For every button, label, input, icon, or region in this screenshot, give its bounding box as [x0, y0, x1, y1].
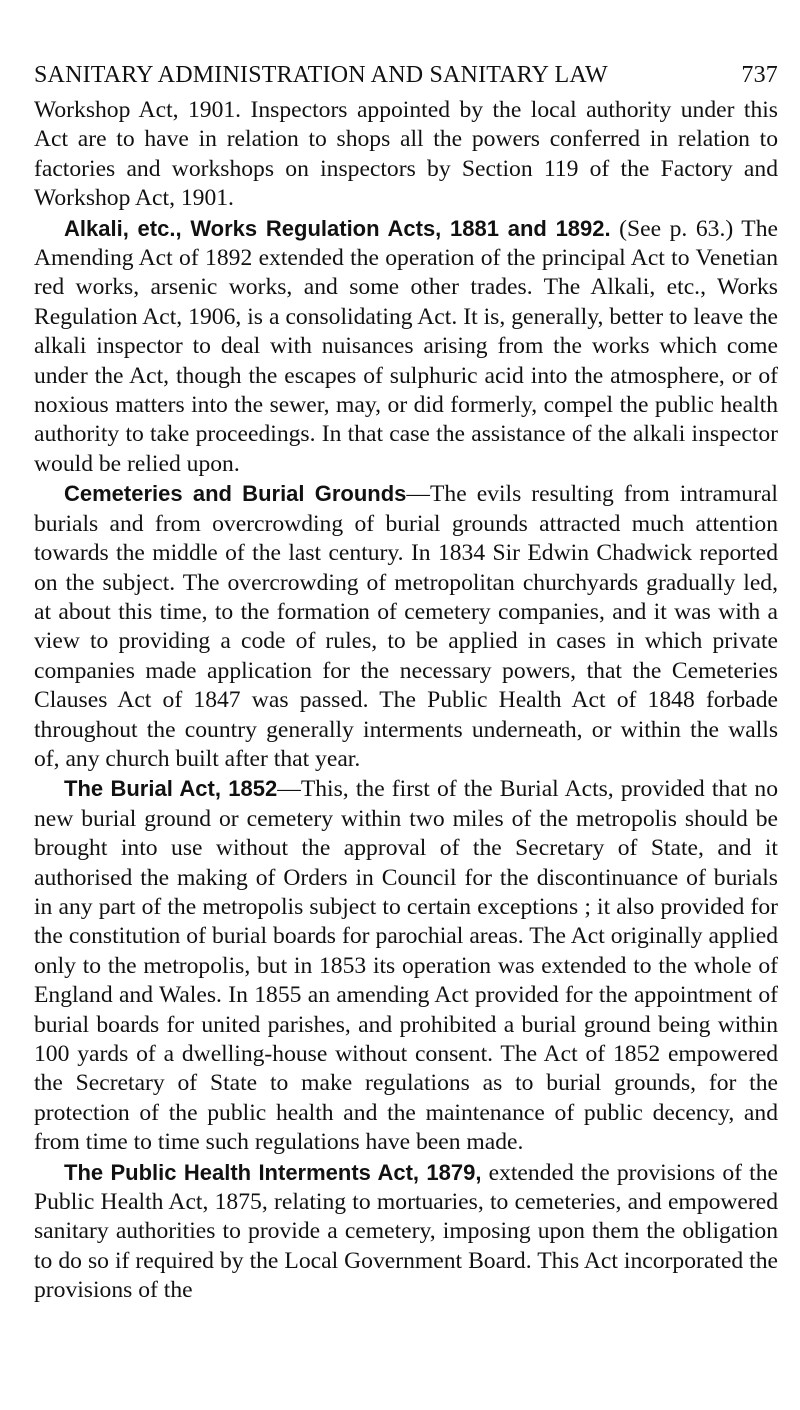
- paragraph-interments-act: [34, 1158, 778, 1306]
- paragraph-text: —The evils resulting from intramural burials and from overcrowding of burial grounds attracted much attention towards the middle of the last century. In 1834 Sir Edwin Chadwick reported on the subject. The overcrowding of metropolitan churchyards gradually led, at about this time, to the formation of cemetery companies, and it was with a view to providing a code of rules, to be applied in cases in which private companies made application for the necessary powers, that the Cemeteries Clauses Act of 1847 was passed. The Public Health Act of 1848 forbade throughout the country generally interments underneath, or within the walls of, any church built after that year.: [34, 481, 778, 772]
- paragraph-text: extended the provisions of the Public Health Act, 1875, relating to mortuaries, to cemeteries, and empowered sanitary authorities to provide a cemetery, imposing upon them the obligation to do so if required by the Local Government Board. This Act incorporated the provisions of the: [34, 1159, 778, 1304]
- paragraph-text: Workshop Act, 1901. Inspectors appointed by the local authority under this Act are to have in relation to shops all the powers conferred in relation to factories and workshops on inspectors by Section 119 of the Factory and Workshop Act, 1901.: [34, 97, 778, 212]
- paragraph-burial-act: [34, 774, 778, 1157]
- section-heading-alkali: Alkali, etc., Works Regulation Acts, 1881 and 1892.: [64, 215, 611, 241]
- page-number: 737: [741, 62, 778, 88]
- paragraph-alkali-acts: [34, 214, 778, 480]
- running-head-title: SANITARY ADMINISTRATION AND SANITARY LAW: [34, 62, 608, 88]
- body-text: [34, 96, 778, 1306]
- paragraph-workshop-act: [34, 96, 778, 214]
- paragraph-text: (See p. 63.) The Amending Act of 1892 extended the operation of the principal Act to Venetian red works, arsenic works, and some other trades. The Alkali, etc., Works Regulation Act, 1906, is a consolidating Act. It is, generally, better to leave the alkali inspector to deal with nuisances arising from the works which come under the Act, though the escapes of sulphuric acid into the atmosphere, or of noxious matters into the sewer, may, or did formerly, compel the public health authority to take proceedings. In that case the assistance of the alkali inspector would be relied upon.: [34, 215, 778, 477]
- section-heading-burial-act: The Burial Act, 1852: [64, 776, 278, 802]
- paragraph-cemeteries: [34, 479, 778, 774]
- section-heading-interments-act: The Public Health Interments Act, 1879,: [64, 1159, 482, 1185]
- section-heading-cemeteries: Cemeteries and Burial Grounds: [64, 481, 407, 507]
- paragraph-text: —This, the first of the Burial Acts, provided that no new burial ground or cemetery within two miles of the metropolis should be brought into use without the approval of the Secretary of State, and it authorised the making of Orders in Council for the discontinuance of burials in any part of the metropolis subject to certain exceptions ; it also provided for the constitution of burial boards for parochial areas. The Act originally applied only to the metropolis, but in 1853 its operation was extended to the whole of England and Wales. In 1855 an amending Act provided for the appointment of burial boards for united parishes, and prohibited a burial ground being within 100 yards of a dwelling-house without consent. The Act of 1852 empowered the Secretary of State to make regulations as to burial grounds, for the protection of the public health and the maintenance of public decency, and from time to time such regulations have been made.: [34, 776, 779, 1156]
